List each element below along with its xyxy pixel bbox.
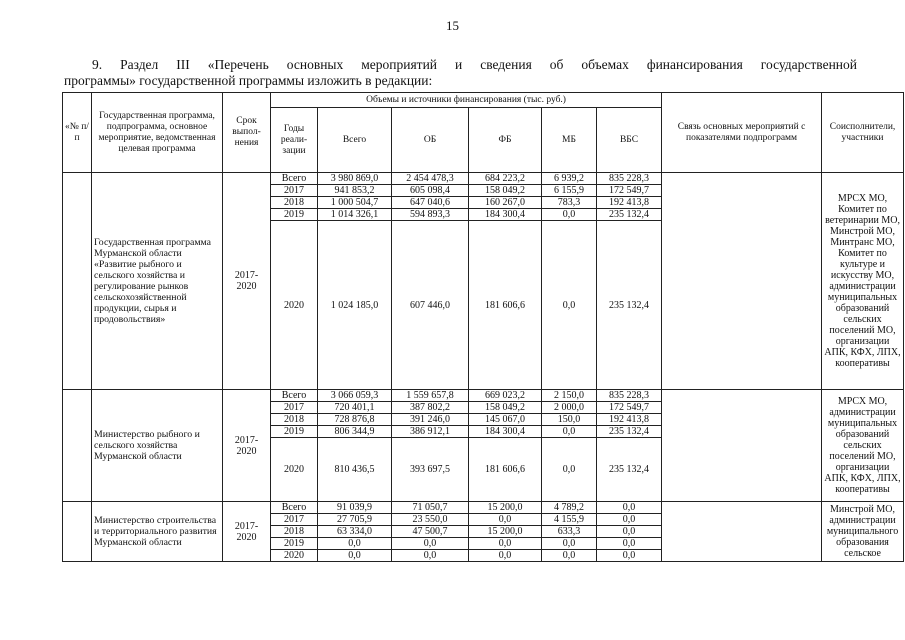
vbs-cell: 0,0 [597,526,662,538]
year-cell: 2017 [271,402,318,414]
total-cell: 1 000 504,7 [318,197,392,209]
mb-cell: 0,0 [542,438,597,502]
fb-cell: 0,0 [469,550,542,562]
mb-cell: 0,0 [542,221,597,390]
ob-cell: 393 697,5 [392,438,469,502]
row-number-cell [63,173,92,390]
vbs-cell: 235 132,4 [597,209,662,221]
participants-cell: МРСХ МО, администрации муниципальных образований сельских поселений МО, организации АПК, КФХ, ЛПХ, кооперативы [822,390,904,502]
fb-cell: 158 049,2 [469,402,542,414]
fb-cell: 0,0 [469,538,542,550]
mb-cell: 2 150,0 [542,390,597,402]
total-cell: 91 039,9 [318,502,392,514]
year-cell: Всего [271,502,318,514]
ob-cell: 607 446,0 [392,221,469,390]
vbs-cell: 192 413,8 [597,197,662,209]
intro-line-1: 9. Раздел III «Перечень основных мероприятий и сведения об объемах финансирования государственной [92,57,857,72]
mb-cell: 0,0 [542,550,597,562]
vbs-cell: 235 132,4 [597,221,662,390]
mb-cell: 4 789,2 [542,502,597,514]
header-participants: Соисполнители, участники [822,93,904,173]
ob-cell: 387 802,2 [392,402,469,414]
mb-cell: 783,3 [542,197,597,209]
year-cell: 2018 [271,414,318,426]
total-cell: 0,0 [318,538,392,550]
program-name: Министерство рыбного и сельского хозяйства Мурманской области [92,390,223,502]
total-cell: 1 024 185,0 [318,221,392,390]
mb-cell: 0,0 [542,426,597,438]
table-row [63,390,904,402]
header-program: Государственная программа, подпрограмма, основное мероприятие, ведомственная целевая программа [92,93,223,173]
intro-line-2: программы» государственной программы изложить в редакции: [64,73,433,88]
vbs-cell: 0,0 [597,538,662,550]
mb-cell: 150,0 [542,414,597,426]
vbs-cell: 235 132,4 [597,438,662,502]
term-cell: 2017-2020 [223,173,271,390]
year-cell: 2019 [271,538,318,550]
total-cell: 1 014 326,1 [318,209,392,221]
fb-cell: 184 300,4 [469,209,542,221]
year-cell: 2017 [271,185,318,197]
mb-cell: 0,0 [542,538,597,550]
year-cell: 2018 [271,526,318,538]
fb-cell: 160 267,0 [469,197,542,209]
vbs-cell: 172 549,7 [597,402,662,414]
header-mb: МБ [542,108,597,173]
fb-cell: 158 049,2 [469,185,542,197]
term-cell: 2017-2020 [223,390,271,502]
total-cell: 728 876,8 [318,414,392,426]
participants-cell: Минстрой МО, администрации муниципального образования сельское [822,502,904,562]
mb-cell: 633,3 [542,526,597,538]
total-cell: 63 334,0 [318,526,392,538]
vbs-cell: 235 132,4 [597,426,662,438]
participants-cell: МРСХ МО, Комитет по ветеринарии МО, Минстрой МО, Минтранс МО, Комитет по культуре и искусству МО, администрации муниципальных образований сельских поселений МО, организации АПК, КФХ, ЛПХ, кооперативы [822,173,904,390]
ob-cell: 0,0 [392,550,469,562]
vbs-cell: 0,0 [597,514,662,526]
fb-cell: 15 200,0 [469,526,542,538]
total-cell: 720 401,1 [318,402,392,414]
header-num: «№ п/п [63,93,92,173]
section-intro [64,57,857,89]
vbs-cell: 0,0 [597,502,662,514]
page-number: 15 [446,18,459,33]
ob-cell: 0,0 [392,538,469,550]
vbs-cell: 835 228,3 [597,390,662,402]
table-row [63,502,904,514]
mb-cell: 4 155,9 [542,514,597,526]
vbs-cell: 192 413,8 [597,414,662,426]
year-cell: 2017 [271,514,318,526]
year-cell: 2018 [271,197,318,209]
row-number-cell [63,390,92,502]
year-cell: 2020 [271,221,318,390]
ob-cell: 1 559 657,8 [392,390,469,402]
term-cell: 2017-2020 [223,502,271,562]
program-name: Государственная программа Мурманской области «Развитие рыбного и сельского хозяйства и регулирование рынков сельскохозяйственной продукции, сырья и продовольствия» [92,173,223,390]
fb-cell: 684 223,2 [469,173,542,185]
ob-cell: 71 050,7 [392,502,469,514]
link-cell [662,173,822,390]
fb-cell: 145 067,0 [469,414,542,426]
total-cell: 3 066 059,3 [318,390,392,402]
ob-cell: 391 246,0 [392,414,469,426]
ob-cell: 2 454 478,3 [392,173,469,185]
fb-cell: 184 300,4 [469,426,542,438]
header-total: Всего [318,108,392,173]
header-vbs: ВБС [597,108,662,173]
link-cell [662,502,822,562]
vbs-cell: 835 228,3 [597,173,662,185]
year-cell: 2020 [271,438,318,502]
header-term: Срок выпол-нения [223,93,271,173]
program-name: Министерство строительства и территориального развития Мурманской области [92,502,223,562]
header-link: Связь основных мероприятий с показателями подпрограмм [662,93,822,173]
fb-cell: 0,0 [469,514,542,526]
table-body [63,173,904,562]
header-years: Годы реали-зации [271,108,318,173]
header-ob: ОБ [392,108,469,173]
ob-cell: 647 040,6 [392,197,469,209]
total-cell: 941 853,2 [318,185,392,197]
year-cell: 2019 [271,209,318,221]
fb-cell: 181 606,6 [469,438,542,502]
fb-cell: 15 200,0 [469,502,542,514]
vbs-cell: 0,0 [597,550,662,562]
header-fb: ФБ [469,108,542,173]
header-funding: Объемы и источники финансирования (тыс. руб.) [271,93,662,108]
year-cell: Всего [271,390,318,402]
total-cell: 806 344,9 [318,426,392,438]
ob-cell: 594 893,3 [392,209,469,221]
fb-cell: 181 606,6 [469,221,542,390]
year-cell: 2020 [271,550,318,562]
total-cell: 27 705,9 [318,514,392,526]
mb-cell: 2 000,0 [542,402,597,414]
mb-cell: 6 155,9 [542,185,597,197]
ob-cell: 47 500,7 [392,526,469,538]
ob-cell: 386 912,1 [392,426,469,438]
mb-cell: 0,0 [542,209,597,221]
financing-table [62,92,904,562]
total-cell: 0,0 [318,550,392,562]
ob-cell: 605 098,4 [392,185,469,197]
vbs-cell: 172 549,7 [597,185,662,197]
fb-cell: 669 023,2 [469,390,542,402]
year-cell: 2019 [271,426,318,438]
link-cell [662,390,822,502]
row-number-cell [63,502,92,562]
ob-cell: 23 550,0 [392,514,469,526]
year-cell: Всего [271,173,318,185]
total-cell: 810 436,5 [318,438,392,502]
total-cell: 3 980 869,0 [318,173,392,185]
mb-cell: 6 939,2 [542,173,597,185]
table-row [63,173,904,185]
